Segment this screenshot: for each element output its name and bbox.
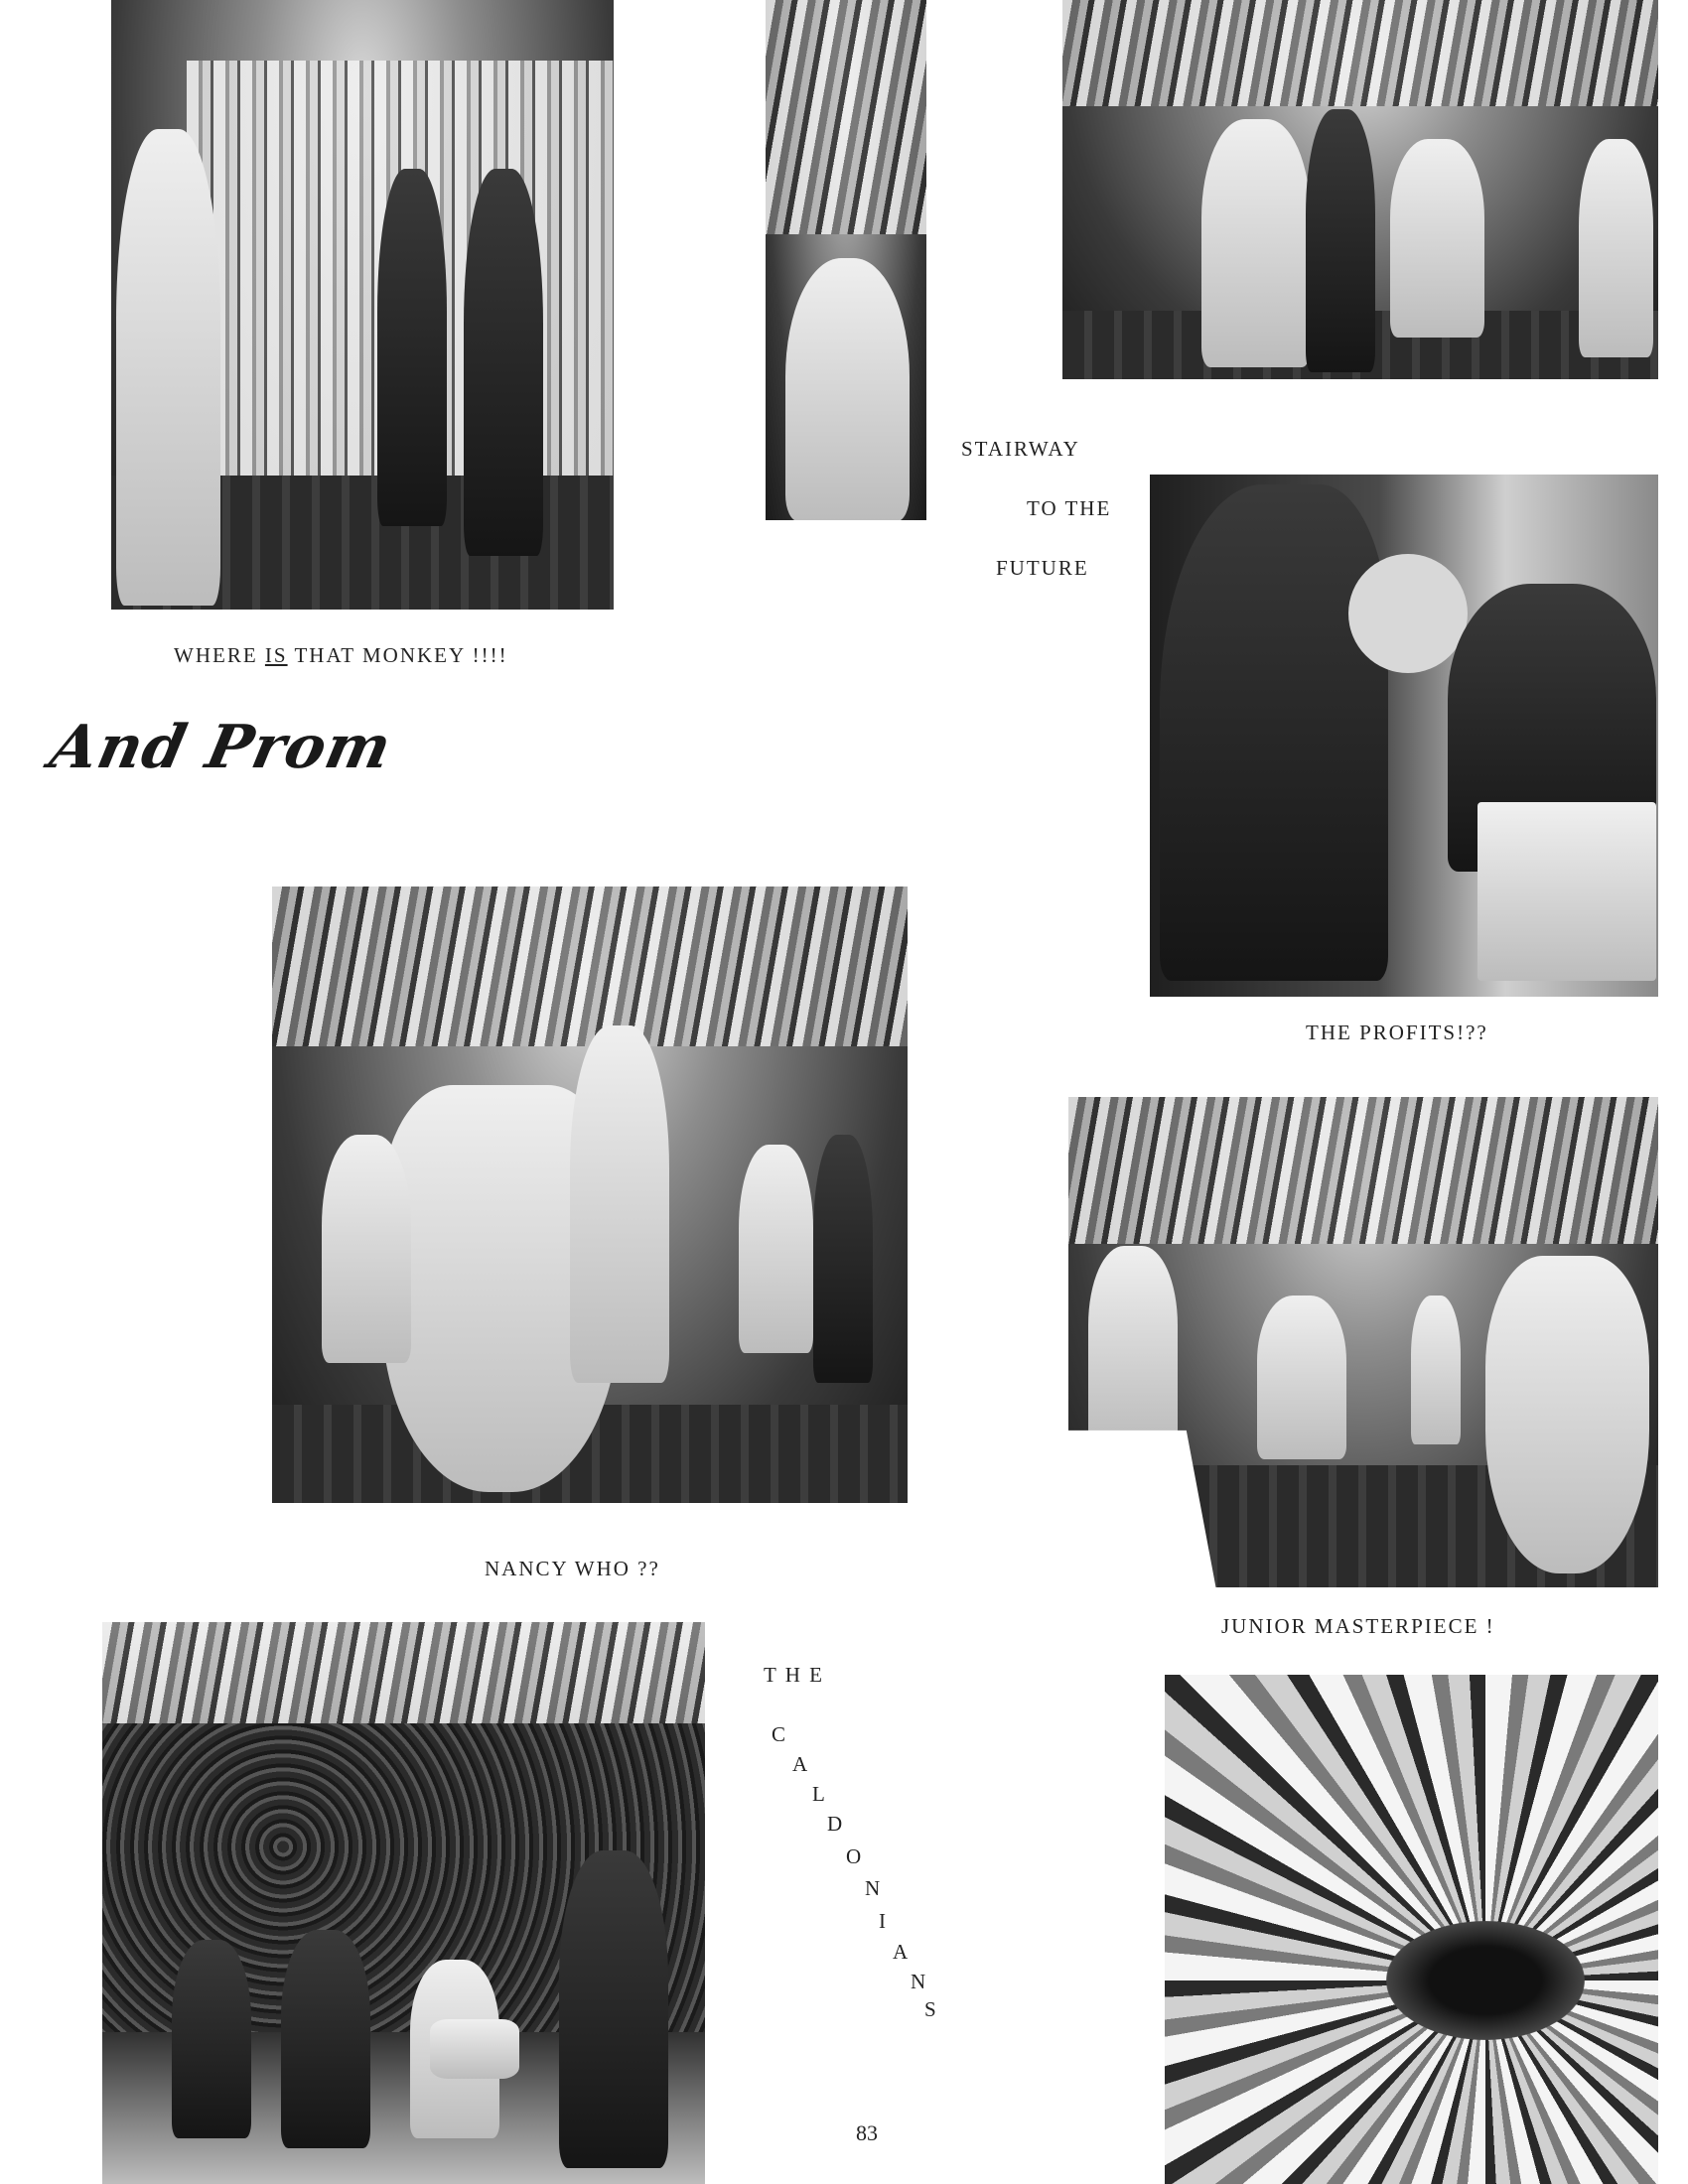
caption-nancy: NANCY WHO ??	[485, 1557, 660, 1580]
caption-monkey-is: IS	[264, 643, 288, 667]
caldonians-letter: N	[911, 1970, 926, 1993]
caption-profits: THE PROFITS!??	[1306, 1021, 1488, 1044]
caldonians-letter: L	[812, 1782, 825, 1806]
caption-stairway-3: FUTURE	[996, 556, 1089, 580]
caption-the: T H E	[764, 1663, 824, 1687]
page-number: 83	[856, 2120, 878, 2145]
caption-stairway-1: STAIRWAY	[961, 437, 1080, 461]
caldonians-letter: O	[846, 1844, 862, 1868]
caldonians-letter: C	[772, 1722, 786, 1746]
photo-girl-under-streamers	[766, 0, 926, 520]
caption-monkey-post: THAT MONKEY !!!!	[287, 643, 508, 667]
caption-stairway-2: TO THE	[1027, 496, 1112, 520]
photo-profits	[1150, 475, 1658, 997]
caption-masterpiece: JUNIOR MASTERPIECE !	[1221, 1614, 1495, 1638]
photo-boys-at-tent	[111, 0, 614, 610]
photo-junior-masterpiece	[1068, 1097, 1658, 1587]
photo-dancing-couple-center	[272, 887, 908, 1503]
caption-monkey-pre: WHERE	[174, 643, 265, 667]
caldonians-letter: I	[879, 1909, 886, 1933]
photo-streamer-ceiling	[1165, 1675, 1658, 2184]
caldonians-letter: D	[827, 1812, 843, 1836]
caldonians-letter: N	[865, 1876, 881, 1900]
photo-band	[102, 1622, 705, 2184]
photo-dancing-couples-top	[1062, 0, 1658, 379]
headline: And Prom	[44, 713, 398, 782]
caldonians-letter: A	[792, 1752, 808, 1776]
caldonians-letter: S	[924, 1997, 936, 2021]
caption-monkey	[174, 643, 508, 668]
caldonians-letter: A	[893, 1940, 909, 1964]
